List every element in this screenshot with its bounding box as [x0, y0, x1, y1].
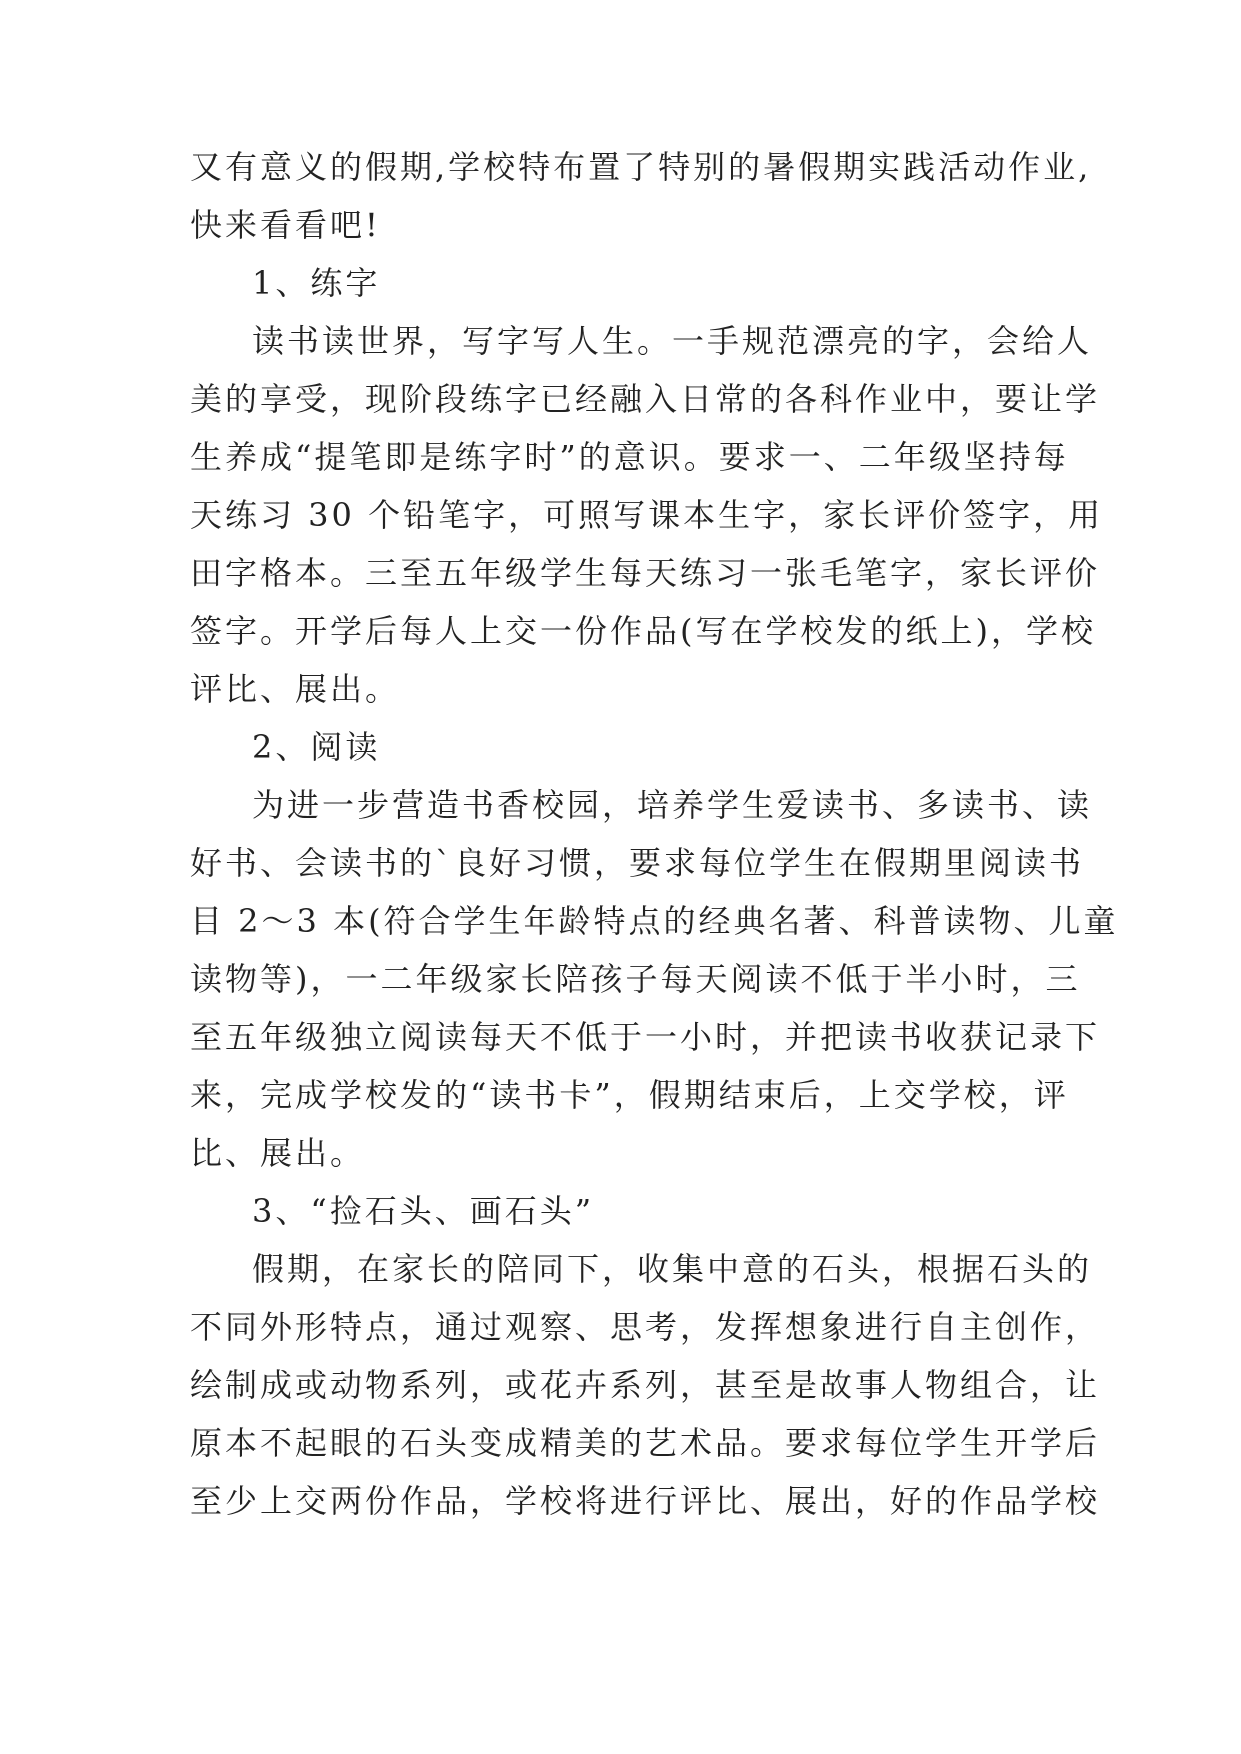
- text-line: 目 2～3 本(符合学生年龄特点的经典名著、科普读物、儿童: [190, 902, 1119, 940]
- text-line: 原本不起眼的石头变成精美的艺术品。要求每位学生开学后: [190, 1424, 1101, 1462]
- text-line: 又有意义的假期,学校特布置了特别的暑假期实践活动作业,: [190, 148, 1092, 186]
- text-line: 美的享受，现阶段练字已经融入日常的各科作业中，要让学: [190, 380, 1101, 418]
- text-line: 读物等)，一二年级家长陪孩子每天阅读不低于半小时，三: [190, 960, 1081, 998]
- text-line: 快来看看吧!: [190, 206, 381, 244]
- text-line: 读书读世界，写字写人生。一手规范漂亮的字，会给人: [252, 322, 1093, 360]
- text-line: 不同外形特点，通过观察、思考，发挥想象进行自主创作，: [190, 1308, 1101, 1346]
- section-heading-1: 1、练字: [252, 264, 381, 302]
- text-line: 绘制成或动物系列，或花卉系列，甚至是故事人物组合，让: [190, 1366, 1101, 1404]
- text-line: 至五年级独立阅读每天不低于一小时，并把读书收获记录下: [190, 1018, 1101, 1056]
- text-line: 假期，在家长的陪同下，收集中意的石头，根据石头的: [252, 1250, 1093, 1288]
- section-heading-3: 3、“捡石头、画石头”: [252, 1192, 595, 1230]
- text-line: 好书、会读书的`良好习惯，要求每位学生在假期里阅读书: [190, 844, 1085, 882]
- text-line: 签字。开学后每人上交一份作品(写在学校发的纸上)，学校: [190, 612, 1096, 650]
- text-line: 至少上交两份作品，学校将进行评比、展出，好的作品学校: [190, 1482, 1101, 1520]
- text-line: 来，完成学校发的“读书卡”，假期结束后，上交学校，评: [190, 1076, 1069, 1114]
- text-line: 比、展出。: [190, 1134, 366, 1172]
- text-line: 生养成“提笔即是练字时”的意识。要求一、二年级坚持每: [190, 438, 1069, 476]
- section-heading-2: 2、阅读: [252, 728, 381, 766]
- text-line: 田字格本。三至五年级学生每天练习一张毛笔字，家长评价: [190, 554, 1101, 592]
- text-line: 评比、展出。: [190, 670, 401, 708]
- text-line: 天练习 30 个铅笔字，可照写课本生字，家长评价签字，用: [190, 496, 1104, 534]
- text-line: 为进一步营造书香校园，培养学生爱读书、多读书、读: [252, 786, 1093, 824]
